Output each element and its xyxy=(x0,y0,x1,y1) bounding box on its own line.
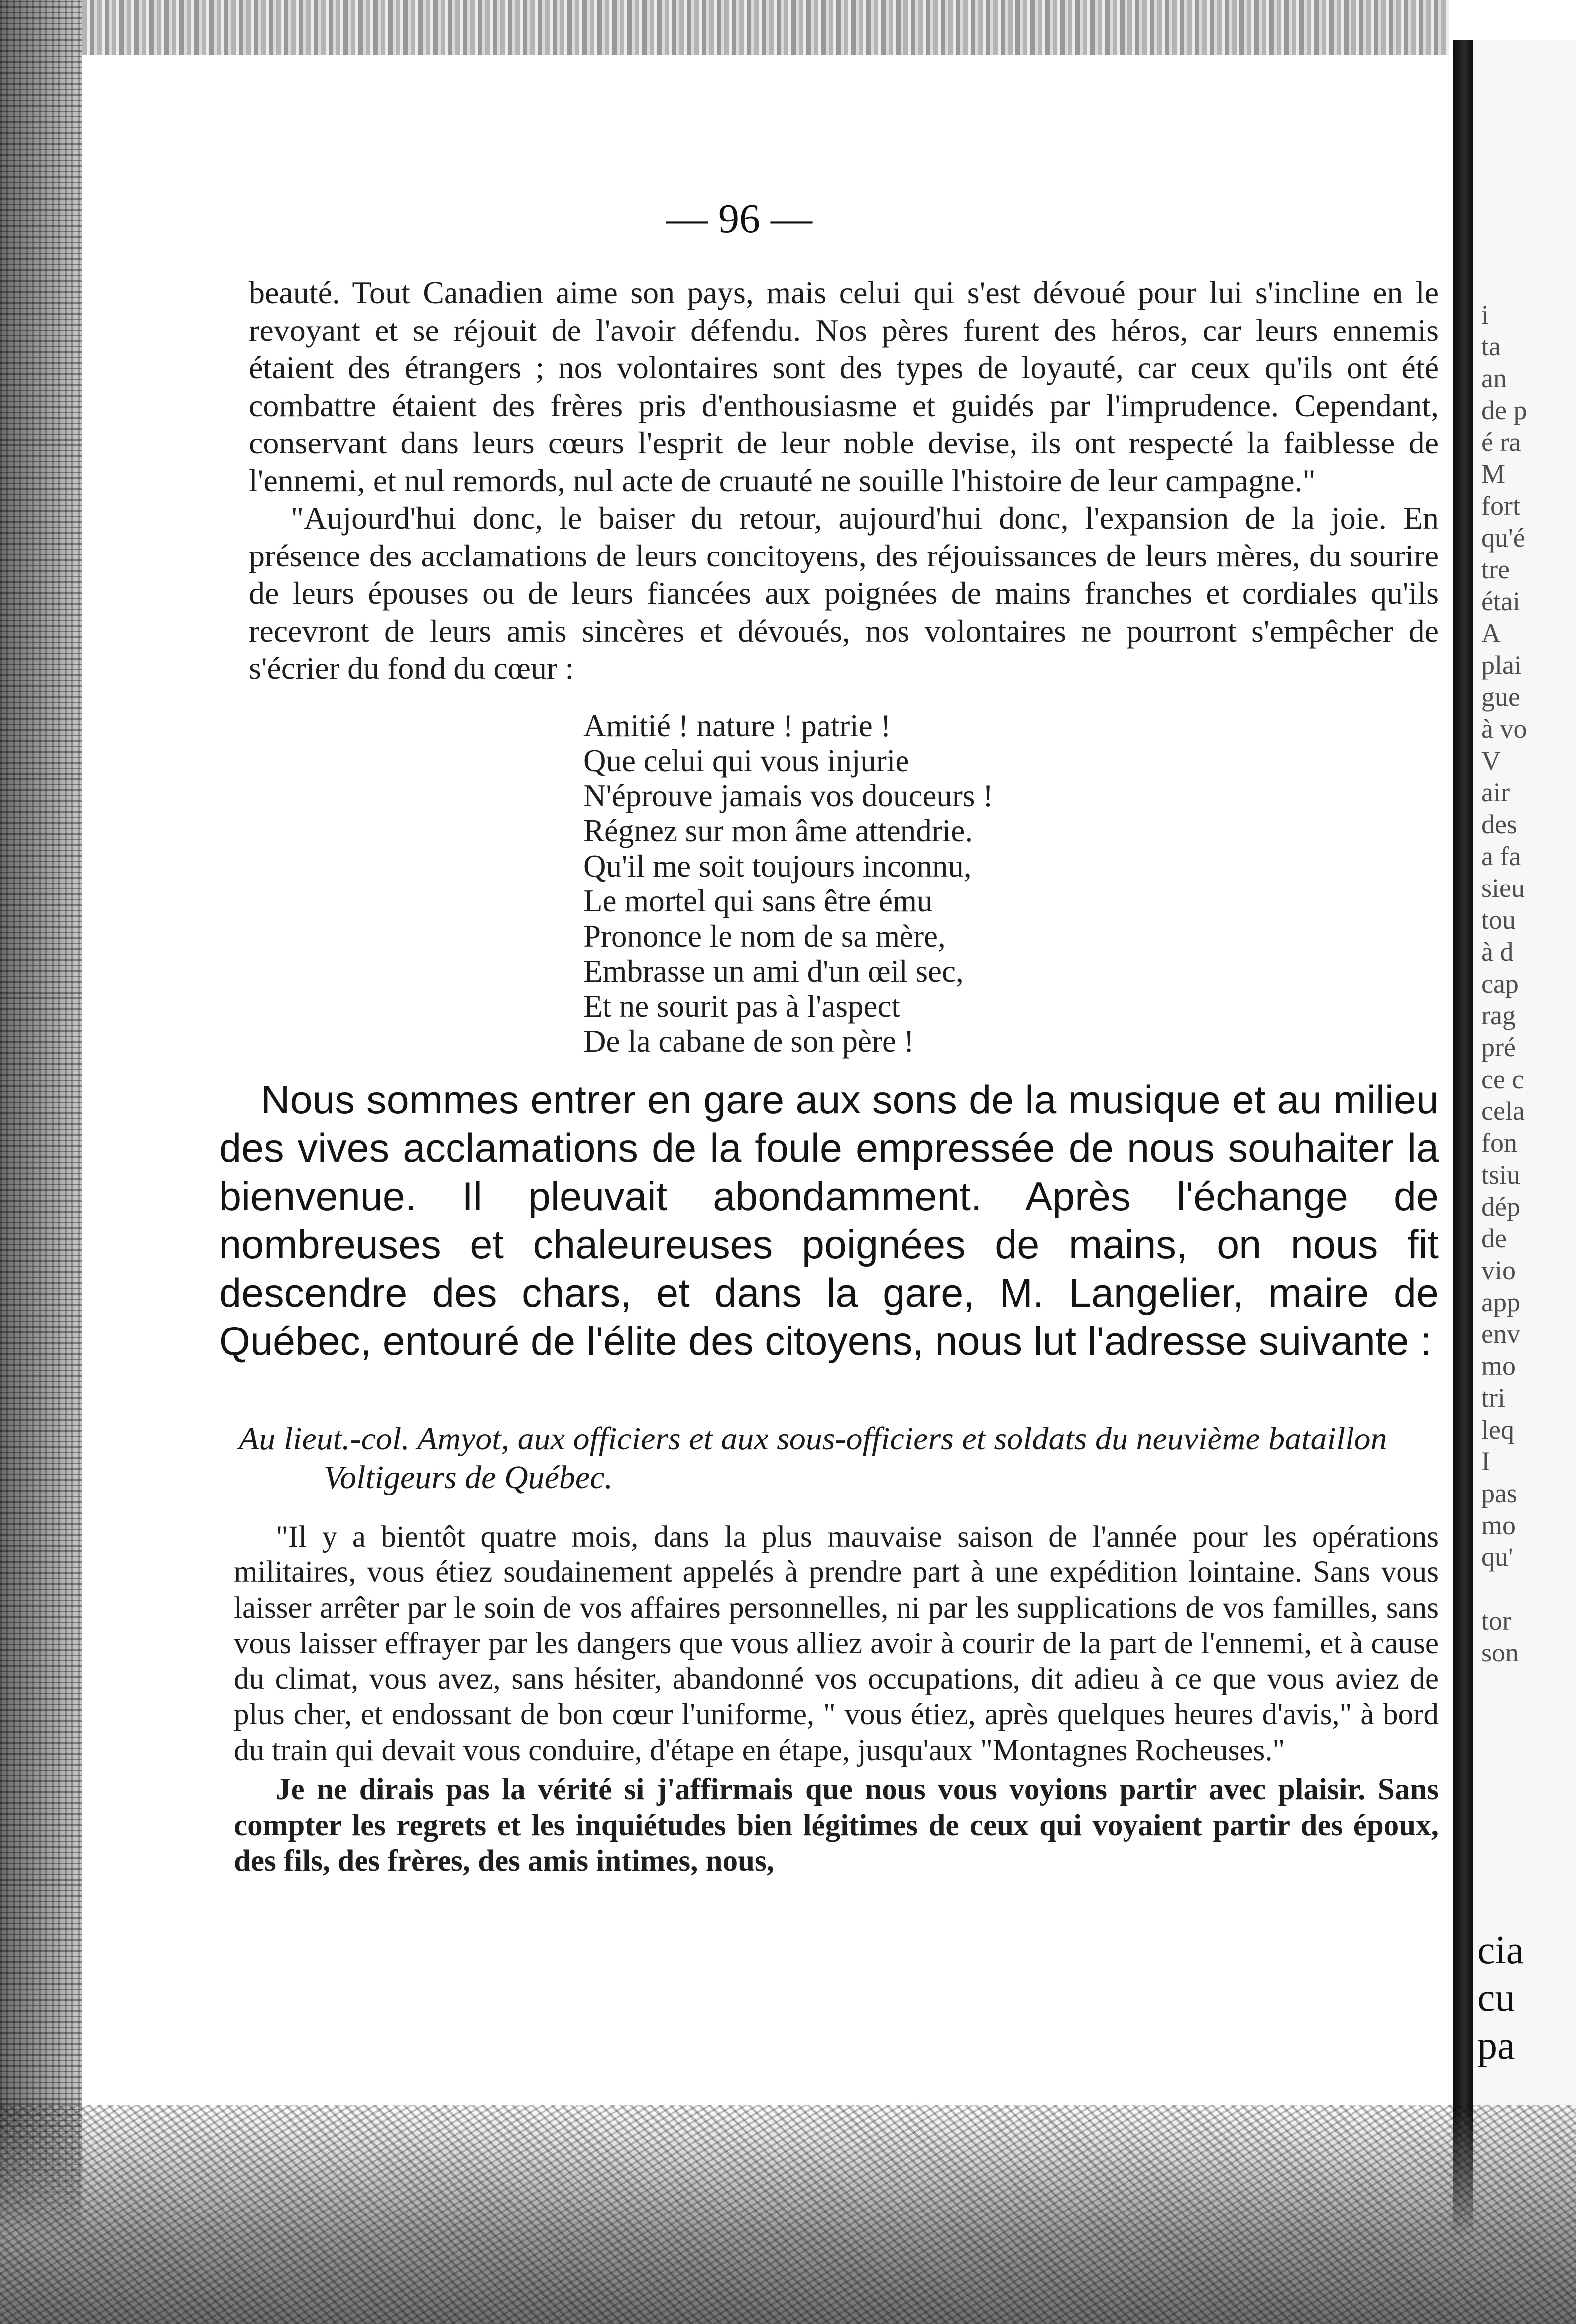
text-fragment: à vo xyxy=(1481,714,1527,744)
text-fragment xyxy=(1481,1573,1527,1605)
text-fragment: sieu xyxy=(1481,873,1525,903)
scan-left-edge xyxy=(0,0,82,2324)
text-fragment: é ra xyxy=(1481,427,1521,457)
text-fragment: leq xyxy=(1481,1415,1514,1444)
next-page-edge xyxy=(1473,40,1576,2324)
poem-line: Le mortel qui sans être ému xyxy=(583,884,933,918)
text-fragment: V xyxy=(1481,746,1501,775)
text-fragment: env xyxy=(1481,1319,1520,1349)
poem-line: Et ne sourit pas à l'aspect xyxy=(583,989,900,1024)
text-fragment: cap xyxy=(1481,969,1519,998)
text-fragment: a fa xyxy=(1481,841,1521,871)
next-page-fragments xyxy=(1481,299,1527,1668)
next-page-large-fragments xyxy=(1477,1926,1524,2070)
text-fragment: tsiu xyxy=(1481,1160,1521,1190)
text-fragment: pa xyxy=(1477,2024,1515,2068)
text-fragment: M xyxy=(1481,459,1506,489)
text-fragment: air xyxy=(1481,777,1510,807)
text-fragment: mo xyxy=(1481,1351,1516,1381)
text-fragment: fort xyxy=(1481,491,1520,521)
text-fragment: des xyxy=(1481,809,1517,839)
address-dedication: Au lieut.-col. Amyot, aux officiers et aux sous-officiers et soldats du neuvième bataillon Voltigeurs de Québec. xyxy=(239,1420,1387,1496)
poem xyxy=(583,708,1439,1059)
text-fragment: pré xyxy=(1481,1032,1516,1062)
paragraph-3: Nous sommes entrer en gare aux sons de la musique et au milieu des vives acclamations de la foule empressée de nous souhaiter la bienvenue. Il pleuvait abondamment. Après l'échange de nombreuses et chaleureuses poignées de mains, on nous fit descendre des chars, et dans la gare, M. Langelier, maire de Québec, entouré de l'élite des citoyens, nous lut l'adresse suivante : xyxy=(219,1077,1439,1364)
text-fragment: A xyxy=(1481,618,1501,648)
address-paragraph-1: "Il y a bientôt quatre mois, dans la plus mauvaise saison de l'année pour les opérations militaires, vous étiez soudainement appelés à prendre part à une expédition lointaine. Sans vous laisser arrêter par le soin de vos affaires personnelles, ni par les supplications de vos familles, sans vous laisser effrayer par les dangers que vous alliez avoir à courir de la part de l'ennemi, et à cause du climat, vous avez, sans hésiter, abandonné vos occupations, dit adieu à ce que vous aviez de plus cher, et endossant de bon cœur l'uniforme, " vous étiez, après quelques heures d'avis," à bord du train qui devait vous conduire, d'étape en étape, jusqu'aux "Montagnes Rocheuses." xyxy=(234,1520,1439,1767)
text-fragment: cia xyxy=(1477,1928,1524,1972)
text-fragment: de xyxy=(1481,1223,1507,1253)
poem-line: De la cabane de son père ! xyxy=(583,1024,914,1059)
book-gutter xyxy=(1453,40,1473,2324)
scan-top-border xyxy=(75,0,1449,55)
text-fragment: son xyxy=(1481,1638,1519,1667)
text-fragment: tor xyxy=(1481,1606,1511,1636)
text-fragment: fon xyxy=(1481,1128,1517,1158)
text-fragment: plai xyxy=(1481,650,1522,680)
text-fragment: étai xyxy=(1481,586,1520,616)
text-fragment: I xyxy=(1481,1446,1490,1476)
text-fragment: an xyxy=(1481,363,1507,393)
text-fragment: tou xyxy=(1481,905,1516,935)
text-fragment: rag xyxy=(1481,1000,1516,1030)
poem-line: Amitié ! nature ! patrie ! xyxy=(583,708,891,743)
book-page xyxy=(219,194,1439,1879)
paragraph-1: beauté. Tout Canadien aime son pays, mais celui qui s'est dévoué pour lui s'incline en le revoyant et se réjouit de l'avoir défendu. Nos pères furent des héros, car leurs ennemis étaient des étrangers ; nos volontaires sont des types de loyauté, car ceux qu'ils ont été combattre étaient des frères pris d'enthousiasme et guidés par l'imprudence. Cependant, conservant dans leurs cœurs l'esprit de leur noble devise, ils ont respecté la faiblesse de l'ennemi, et nul remords, nul acte de cruauté ne souille l'histoire de leur campagne." xyxy=(249,275,1439,498)
text-fragment: ta xyxy=(1481,332,1501,361)
text-fragment: tri xyxy=(1481,1383,1505,1413)
poem-line: Que celui qui vous injurie xyxy=(583,743,909,778)
paragraph-2: "Aujourd'hui donc, le baiser du retour, aujourd'hui donc, l'expansion de la joie. En présence des acclamations de leurs concitoyens, des réjouissances de leurs mères, du sourire de leurs épouses ou de leurs fiancées aux poignées de mains franches et cordiales qu'ils recevront de leurs amis sincères et dévoués, nos volontaires ne pourront s'empêcher de s'écrier du fond du cœur : xyxy=(249,500,1439,686)
scan-bottom-noise xyxy=(0,2105,1576,2324)
poem-line: N'éprouve jamais vos douceurs ! xyxy=(583,778,994,813)
text-fragment: cela xyxy=(1481,1096,1525,1126)
poem-line: Embrasse un ami d'un œil sec, xyxy=(583,954,964,989)
page-number: — 96 — xyxy=(666,196,812,242)
text-fragment: cu xyxy=(1477,1976,1515,2020)
text-fragment: dép xyxy=(1481,1192,1520,1221)
text-fragment: à d xyxy=(1481,937,1514,967)
text-fragment: qu'é xyxy=(1481,523,1525,553)
text-fragment: ce c xyxy=(1481,1064,1524,1094)
poem-line: Régnez sur mon âme attendrie. xyxy=(583,813,973,848)
text-fragment: gue xyxy=(1481,682,1520,712)
poem-line: Prononce le nom de sa mère, xyxy=(583,918,946,954)
text-fragment: tre xyxy=(1481,554,1510,584)
poem-line: Qu'il me soit toujours inconnu, xyxy=(583,848,972,884)
text-fragment: vio xyxy=(1481,1255,1516,1285)
text-fragment: app xyxy=(1481,1287,1520,1317)
address-paragraph-2: Je ne dirais pas la vérité si j'affirmais que nous vous voyions partir avec plaisir. Sans compter les regrets et les inquiétudes bien légitimes de ceux qui voyaient partir des époux, des fils, des frères, des amis intimes, nous, xyxy=(234,1773,1439,1878)
text-fragment: pas xyxy=(1481,1478,1517,1508)
text-fragment: mo xyxy=(1481,1510,1516,1540)
text-fragment: qu' xyxy=(1481,1542,1513,1572)
text-fragment: de p xyxy=(1481,395,1527,425)
text-fragment: i xyxy=(1481,300,1489,330)
